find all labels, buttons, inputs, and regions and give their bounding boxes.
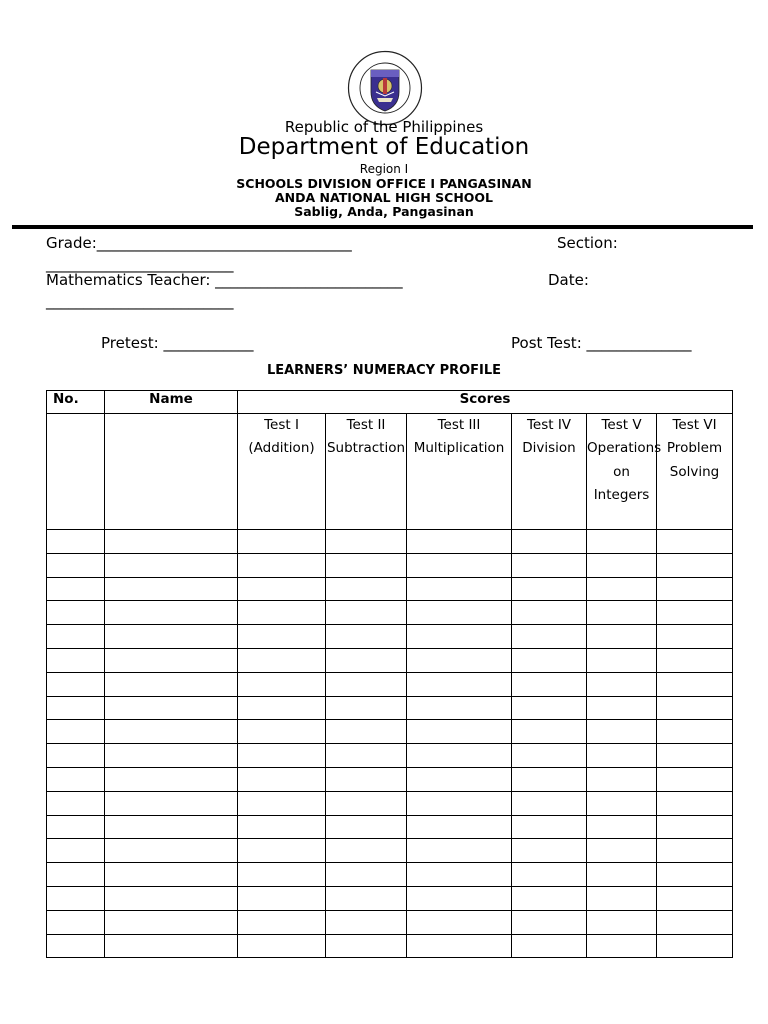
test5-cell[interactable] [587,696,657,720]
test3-cell[interactable] [407,696,512,720]
deped-seal-logo [347,50,423,126]
test1-cell[interactable] [238,886,326,910]
test2-cell[interactable] [326,696,407,720]
name-cell[interactable] [105,672,238,696]
teacher-field[interactable]: Mathematics Teacher: _________________________ [46,271,403,289]
col-header-no: No. [47,391,105,414]
test5-cell[interactable] [587,791,657,815]
no-cell[interactable] [47,791,105,815]
table-row [47,863,733,887]
test3-cell[interactable] [407,530,512,554]
test1-cell[interactable] [238,530,326,554]
name-cell[interactable] [105,577,238,601]
table-row [47,886,733,910]
name-cell[interactable] [105,553,238,577]
department-title: Department of Education [238,134,530,160]
no-cell[interactable] [47,767,105,791]
no-cell[interactable] [47,530,105,554]
table-row [47,791,733,815]
test1-cell[interactable] [238,767,326,791]
test5-cell[interactable] [587,530,657,554]
test6-cell[interactable] [657,791,733,815]
test1-cell[interactable] [238,839,326,863]
table-row [47,696,733,720]
test1-cell[interactable] [238,601,326,625]
test2-cell[interactable] [326,767,407,791]
test5-cell[interactable] [587,934,657,958]
date-field-blank[interactable]: _________________________ [46,292,234,310]
test4-cell[interactable] [512,577,587,601]
test2-cell[interactable] [326,720,407,744]
test4-cell[interactable] [512,863,587,887]
test3-cell[interactable] [407,910,512,934]
section-field-blank[interactable]: _________________________ [46,255,234,273]
test1-cell[interactable] [238,910,326,934]
name-cell[interactable] [105,530,238,554]
no-cell[interactable] [47,934,105,958]
table-row [47,815,733,839]
test1-cell[interactable] [238,696,326,720]
header-divider [12,225,753,229]
test6-cell[interactable] [657,767,733,791]
name-cell[interactable] [105,696,238,720]
no-cell[interactable] [47,625,105,649]
test2-cell[interactable] [326,934,407,958]
no-cell[interactable] [47,863,105,887]
profile-title: LEARNERS’ NUMERACY PROFILE [266,363,502,378]
test5-cell[interactable] [587,601,657,625]
test2-cell[interactable] [326,910,407,934]
col-header-scores: Scores [238,391,733,414]
test-header-problem-solving: Test VI Problem Solving [657,414,733,530]
test2-cell[interactable] [326,553,407,577]
no-cell[interactable] [47,815,105,839]
test1-cell[interactable] [238,863,326,887]
test1-cell[interactable] [238,744,326,768]
test2-cell[interactable] [326,648,407,672]
table-row [47,577,733,601]
test4-cell[interactable] [512,744,587,768]
name-cell[interactable] [105,839,238,863]
test1-cell[interactable] [238,934,326,958]
test5-cell[interactable] [587,815,657,839]
test5-cell[interactable] [587,672,657,696]
numeracy-profile-table [46,390,733,958]
table-row [47,720,733,744]
test-header-subtraction: Test II Subtraction [326,414,407,530]
test3-cell[interactable] [407,863,512,887]
test3-cell[interactable] [407,934,512,958]
no-cell[interactable] [47,577,105,601]
test3-cell[interactable] [407,886,512,910]
test4-cell[interactable] [512,625,587,649]
test6-cell[interactable] [657,934,733,958]
test5-cell[interactable] [587,720,657,744]
test3-cell[interactable] [407,553,512,577]
test4-cell[interactable] [512,648,587,672]
division-line: SCHOOLS DIVISION OFFICE I PANGASINAN [236,176,532,191]
test6-cell[interactable] [657,530,733,554]
table-row [47,648,733,672]
test2-cell[interactable] [326,530,407,554]
test1-cell[interactable] [238,720,326,744]
school-address: Sablig, Anda, Pangasinan [294,204,474,219]
test2-cell[interactable] [326,625,407,649]
test5-cell[interactable] [587,839,657,863]
test6-cell[interactable] [657,863,733,887]
test1-cell[interactable] [238,672,326,696]
test6-cell[interactable] [657,815,733,839]
test5-cell[interactable] [587,744,657,768]
test4-cell[interactable] [512,553,587,577]
no-cell[interactable] [47,672,105,696]
test6-cell[interactable] [657,696,733,720]
test3-cell[interactable] [407,815,512,839]
name-cell[interactable] [105,720,238,744]
test5-cell[interactable] [587,553,657,577]
test1-cell[interactable] [238,625,326,649]
test3-cell[interactable] [407,625,512,649]
test6-cell[interactable] [657,672,733,696]
pretest-field[interactable]: Pretest: ____________ [101,334,254,352]
region-line: Region I [359,162,409,176]
table-row [47,530,733,554]
no-cell[interactable] [47,886,105,910]
test1-cell[interactable] [238,815,326,839]
test5-cell[interactable] [587,577,657,601]
test3-cell[interactable] [407,601,512,625]
test2-cell[interactable] [326,839,407,863]
test1-cell[interactable] [238,577,326,601]
test6-cell[interactable] [657,910,733,934]
test6-cell[interactable] [657,744,733,768]
date-label: Date: [548,271,589,289]
test5-cell[interactable] [587,767,657,791]
name-cell[interactable] [105,815,238,839]
test6-cell[interactable] [657,625,733,649]
test5-cell[interactable] [587,625,657,649]
test-header-multiplication: Test III Multiplication [407,414,512,530]
test6-cell[interactable] [657,553,733,577]
test5-cell[interactable] [587,910,657,934]
table-row [47,767,733,791]
test2-cell[interactable] [326,744,407,768]
table-row [47,910,733,934]
table-body [47,530,733,958]
test-header-division: Test IV Division [512,414,587,530]
test6-cell[interactable] [657,839,733,863]
test4-cell[interactable] [512,767,587,791]
section-label: Section: [557,234,618,252]
test2-cell[interactable] [326,863,407,887]
test2-cell[interactable] [326,815,407,839]
no-cell[interactable] [47,839,105,863]
no-cell[interactable] [47,744,105,768]
test4-cell[interactable] [512,696,587,720]
test2-cell[interactable] [326,672,407,696]
test1-cell[interactable] [238,648,326,672]
test6-cell[interactable] [657,577,733,601]
no-cell[interactable] [47,553,105,577]
table-row [47,839,733,863]
republic-line: Republic of the Philippines [284,118,484,136]
school-name: ANDA NATIONAL HIGH SCHOOL [275,190,493,205]
no-cell[interactable] [47,648,105,672]
name-cell[interactable] [105,744,238,768]
table-row [47,601,733,625]
test1-cell[interactable] [238,791,326,815]
test4-cell[interactable] [512,886,587,910]
table-row [47,553,733,577]
name-cell[interactable] [105,934,238,958]
test2-cell[interactable] [326,601,407,625]
test4-cell[interactable] [512,720,587,744]
test3-cell[interactable] [407,648,512,672]
name-cell[interactable] [105,910,238,934]
table-row [47,744,733,768]
name-cell[interactable] [105,863,238,887]
no-cell[interactable] [47,720,105,744]
table-row [47,625,733,649]
test2-cell[interactable] [326,791,407,815]
test5-cell[interactable] [587,886,657,910]
test3-cell[interactable] [407,744,512,768]
name-cell[interactable] [105,886,238,910]
test4-cell[interactable] [512,815,587,839]
no-cell[interactable] [47,910,105,934]
name-cell[interactable] [105,791,238,815]
test6-cell[interactable] [657,886,733,910]
no-cell[interactable] [47,601,105,625]
test1-cell[interactable] [238,553,326,577]
no-subheader-cell [47,414,105,530]
name-subheader-cell [105,414,238,530]
name-cell[interactable] [105,648,238,672]
test5-cell[interactable] [587,863,657,887]
col-header-name: Name [105,391,238,414]
test2-cell[interactable] [326,577,407,601]
test4-cell[interactable] [512,910,587,934]
test3-cell[interactable] [407,839,512,863]
test6-cell[interactable] [657,720,733,744]
test4-cell[interactable] [512,839,587,863]
table-row [47,672,733,696]
name-cell[interactable] [105,625,238,649]
test3-cell[interactable] [407,720,512,744]
test3-cell[interactable] [407,791,512,815]
test4-cell[interactable] [512,934,587,958]
test3-cell[interactable] [407,767,512,791]
posttest-field[interactable]: Post Test: ______________ [511,334,692,352]
test4-cell[interactable] [512,530,587,554]
test-header-integers: Test V Operations on Integers [587,414,657,530]
no-cell[interactable] [47,696,105,720]
test3-cell[interactable] [407,672,512,696]
test4-cell[interactable] [512,672,587,696]
test4-cell[interactable] [512,791,587,815]
table-row [47,934,733,958]
test3-cell[interactable] [407,577,512,601]
name-cell[interactable] [105,601,238,625]
name-cell[interactable] [105,767,238,791]
test2-cell[interactable] [326,886,407,910]
test5-cell[interactable] [587,648,657,672]
grade-field[interactable]: Grade:__________________________________ [46,234,352,252]
test6-cell[interactable] [657,601,733,625]
test4-cell[interactable] [512,601,587,625]
test-header-addition: Test I (Addition) [238,414,326,530]
test6-cell[interactable] [657,648,733,672]
